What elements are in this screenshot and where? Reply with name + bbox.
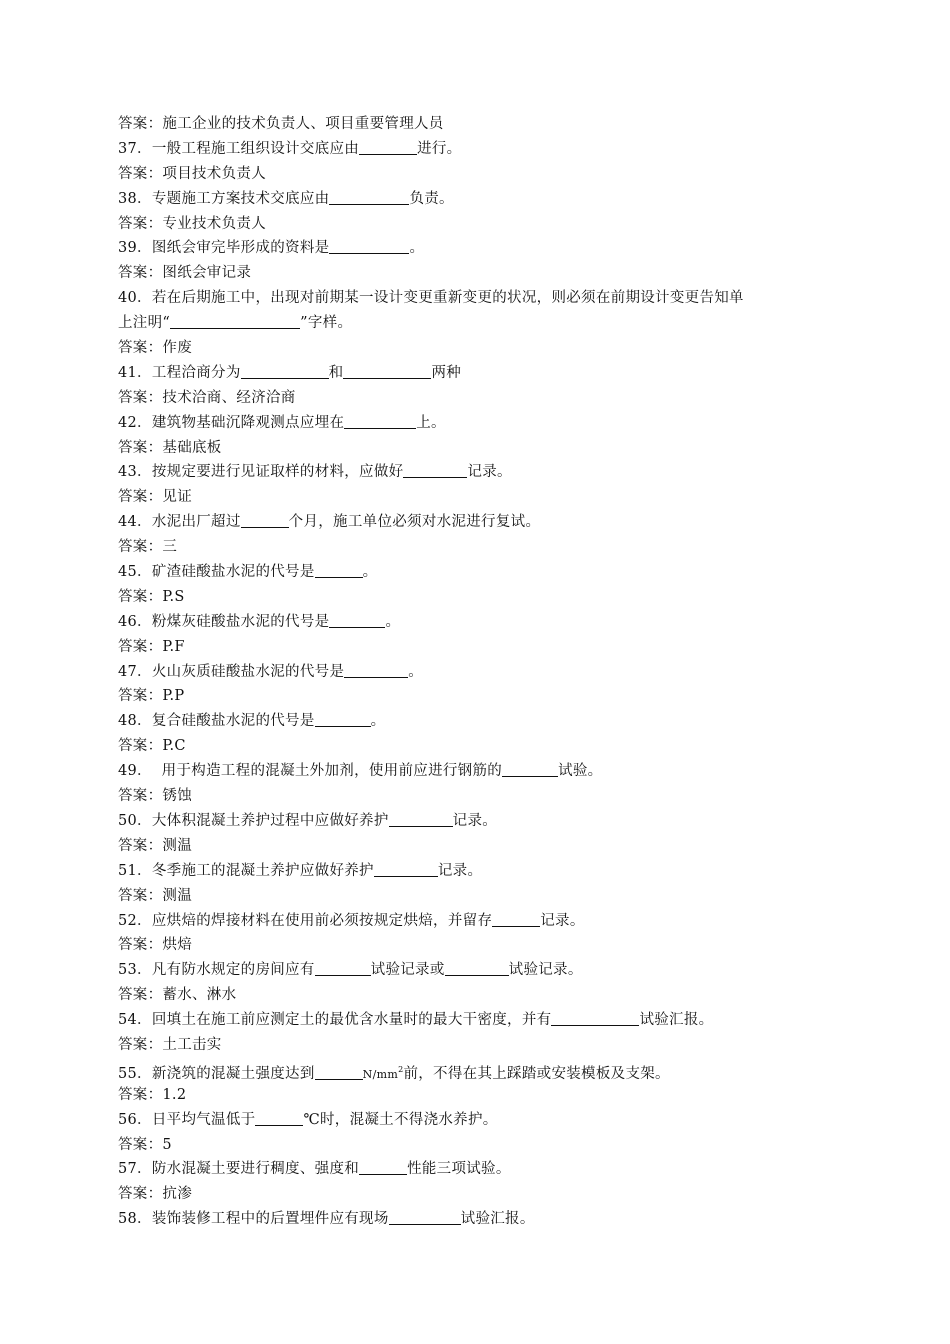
fill-blank [315, 960, 371, 976]
question-40-line-1: 40．若在后期施工中，出现对前期某一设计变更重新变更的状况，则必须在前期设计变更告知单 [118, 290, 744, 307]
fill-blank [502, 761, 558, 777]
fill-blank [315, 1064, 363, 1080]
fill-blank [492, 911, 540, 927]
fill-blank [329, 238, 409, 254]
fill-blank [551, 1010, 639, 1026]
answer-36: 答案：施工企业的技术负责人、项目重要管理人员 [118, 116, 444, 132]
question-38: 38．专题施工方案技术交底应由 负责。 [118, 190, 454, 207]
fill-blank [359, 139, 417, 155]
answer-57: 答案：抗渗 [118, 1186, 192, 1203]
fill-blank [315, 562, 363, 578]
question-56: 56．日平均气温低于 ℃时，混凝土不得浇水养护。 [118, 1111, 498, 1128]
question-49: 49． 用于构造工程的混凝土外加剂，使用前应进行钢筋的 试验。 [118, 763, 603, 780]
answer-37: 答案：项目技术负责人 [118, 165, 266, 182]
fill-blank [344, 413, 416, 429]
question-41: 41．工程洽商分为 和 两种 [118, 364, 462, 381]
answer-42: 答案：基础底板 [118, 439, 222, 456]
answer-38: 答案：专业技术负责人 [118, 215, 266, 232]
answer-53: 答案：蓄水、淋水 [118, 987, 237, 1004]
question-list [118, 112, 838, 1232]
answer-40: 答案：作废 [118, 340, 192, 357]
answer-48: 答案：P.C [118, 738, 186, 755]
question-58: 58．装饰装修工程中的后置埋件应有现场 试验汇报。 [118, 1211, 535, 1228]
fill-blank [170, 313, 300, 329]
answer-51: 答案：测温 [118, 887, 192, 904]
fill-blank [241, 512, 289, 528]
question-42: 42．建筑物基础沉降观测点应埋在 上。 [118, 414, 446, 431]
fill-blank [445, 960, 509, 976]
answer-45: 答案：P.S [118, 588, 185, 605]
answer-56: 答案：5 [118, 1136, 172, 1153]
question-40-line-2: 上注明“ ”字样。 [118, 315, 353, 332]
fill-blank [389, 1209, 461, 1225]
fill-blank [343, 363, 431, 379]
question-55: 55．新浇筑的混凝土强度达到 $N/mm^2$前，不得在其上踩踏或安装模板及支架。 [118, 1064, 670, 1082]
question-37: 37．一般工程施工组织设计交底应由 进行。 [118, 140, 462, 157]
question-48: 48．复合硅酸盐水泥的代号是 。 [118, 713, 386, 730]
question-51: 51．冬季施工的混凝土养护应做好养护 记录。 [118, 862, 483, 879]
answer-43: 答案：见证 [118, 489, 192, 506]
answer-50: 答案：测温 [118, 837, 192, 854]
fill-blank [241, 363, 329, 379]
fill-blank [359, 1159, 407, 1175]
fill-blank [329, 612, 385, 628]
fill-blank [403, 462, 467, 478]
answer-41: 答案：技术洽商、经济洽商 [118, 389, 296, 406]
question-39: 39．图纸会审完毕形成的资料是 。 [118, 240, 425, 257]
question-46: 46．粉煤灰硅酸盐水泥的代号是 。 [118, 613, 401, 630]
question-45: 45．矿渣硅酸盐水泥的代号是 。 [118, 564, 378, 581]
question-43: 43．按规定要进行见证取样的材料，应做好 记录。 [118, 464, 512, 481]
question-50: 50．大体积混凝土养护过程中应做好养护 记录。 [118, 812, 498, 829]
fill-blank [344, 662, 408, 678]
answer-49: 答案：锈蚀 [118, 788, 192, 805]
fill-blank [389, 811, 453, 827]
question-52: 52．应烘焙的焊接材料在使用前必须按规定烘焙，并留存 记录。 [118, 912, 585, 929]
answer-55: 答案：1.2 [118, 1086, 187, 1103]
answer-47: 答案：P.P [118, 688, 185, 705]
question-44: 44．水泥出厂超过 个月，施工单位必须对水泥进行复试。 [118, 514, 541, 531]
answer-54: 答案：土工击实 [118, 1036, 222, 1053]
answer-44: 答案：三 [118, 539, 178, 556]
answer-46: 答案：P.F [118, 638, 185, 655]
fill-blank [374, 861, 438, 877]
question-47: 47．火山灰质硅酸盐水泥的代号是 。 [118, 663, 424, 680]
question-57: 57．防水混凝土要进行稠度、强度和 性能三项试验。 [118, 1161, 511, 1178]
question-53: 53．凡有防水规定的房间应有 试验记录或 试验记录。 [118, 962, 583, 979]
question-54: 54．回填土在施工前应测定土的最优含水量时的最大干密度，并有 试验汇报。 [118, 1012, 714, 1029]
answer-39: 答案：图纸会审记录 [118, 265, 252, 282]
fill-blank [315, 711, 371, 727]
fill-blank [329, 189, 409, 205]
fill-blank [255, 1110, 303, 1126]
answer-52: 答案：烘焙 [118, 937, 192, 954]
